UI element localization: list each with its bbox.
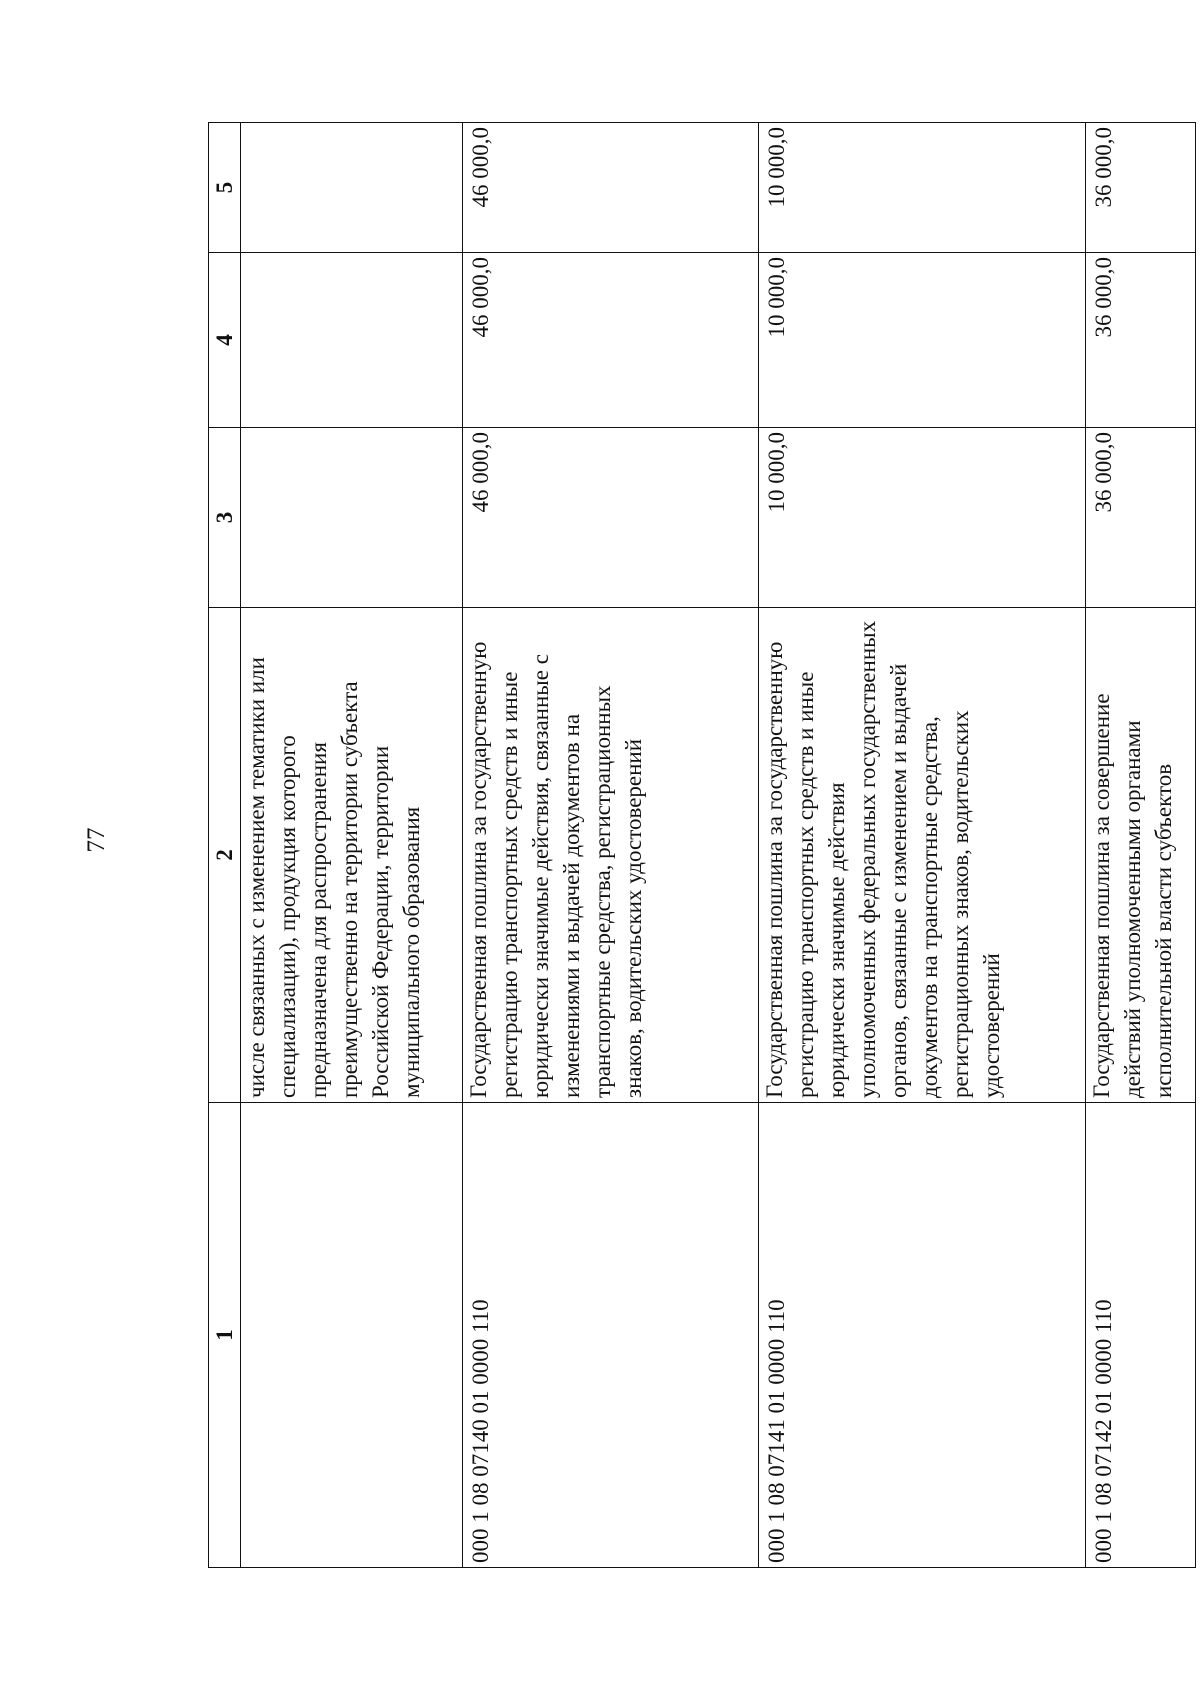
- header-col-4: 4: [209, 253, 241, 428]
- row-description: Государственная пошлина за государственную регистрацию транспортных средств и иные юридически значимые действия, связанные с изменениями и выдачей документов на транспортные средства, регистрационных знаков, водительских удостоверений: [463, 608, 759, 1103]
- row-code: 000 1 08 07142 01 0000 110: [1085, 1103, 1195, 1568]
- row-col3: [241, 428, 463, 608]
- row-col4: 36 000,0: [1085, 253, 1195, 428]
- table-row: [241, 123, 463, 1568]
- table-row: [1085, 123, 1195, 1568]
- row-col5: 10 000,0: [758, 123, 1085, 253]
- budget-table: [208, 122, 1196, 1568]
- row-col4: 46 000,0: [463, 253, 759, 428]
- table-row: [463, 123, 759, 1568]
- row-description: Государственная пошлина за государственную регистрацию транспортных средств и иные юридически значимые действия уполномоченных федеральных государственных органов, связанные с изменением и выдачей документов на транспортные средства, регистрационных знаков, водительских удостоверений: [758, 608, 1085, 1103]
- row-description: Государственная пошлина за совершение действий уполномоченными органами исполнительной власти субъектов: [1085, 608, 1195, 1103]
- page-number: 77: [83, 827, 110, 853]
- header-col-3: 3: [209, 428, 241, 608]
- budget-table-rotated: [208, 123, 1196, 1568]
- row-code: 000 1 08 07141 01 0000 110: [758, 1103, 1085, 1568]
- row-col5: [241, 123, 463, 253]
- row-description: числе связанных с изменением тематики или специализации), продукция которого предназначена для распространения преимущественно на территории субъекта Российской Федерации, территории муниципального образования: [241, 608, 463, 1103]
- row-col5: 46 000,0: [463, 123, 759, 253]
- table-row: [758, 123, 1085, 1568]
- row-code: [241, 1103, 463, 1568]
- row-col3: 10 000,0: [758, 428, 1085, 608]
- row-col3: 36 000,0: [1085, 428, 1195, 608]
- row-code: 000 1 08 07140 01 0000 110: [463, 1103, 759, 1568]
- header-row: [209, 123, 241, 1568]
- row-col5: 36 000,0: [1085, 123, 1195, 253]
- header-col-1: 1: [209, 1103, 241, 1568]
- row-col4: 10 000,0: [758, 253, 1085, 428]
- row-col4: [241, 253, 463, 428]
- header-col-5: 5: [209, 123, 241, 253]
- header-col-2: 2: [209, 608, 241, 1103]
- row-col3: 46 000,0: [463, 428, 759, 608]
